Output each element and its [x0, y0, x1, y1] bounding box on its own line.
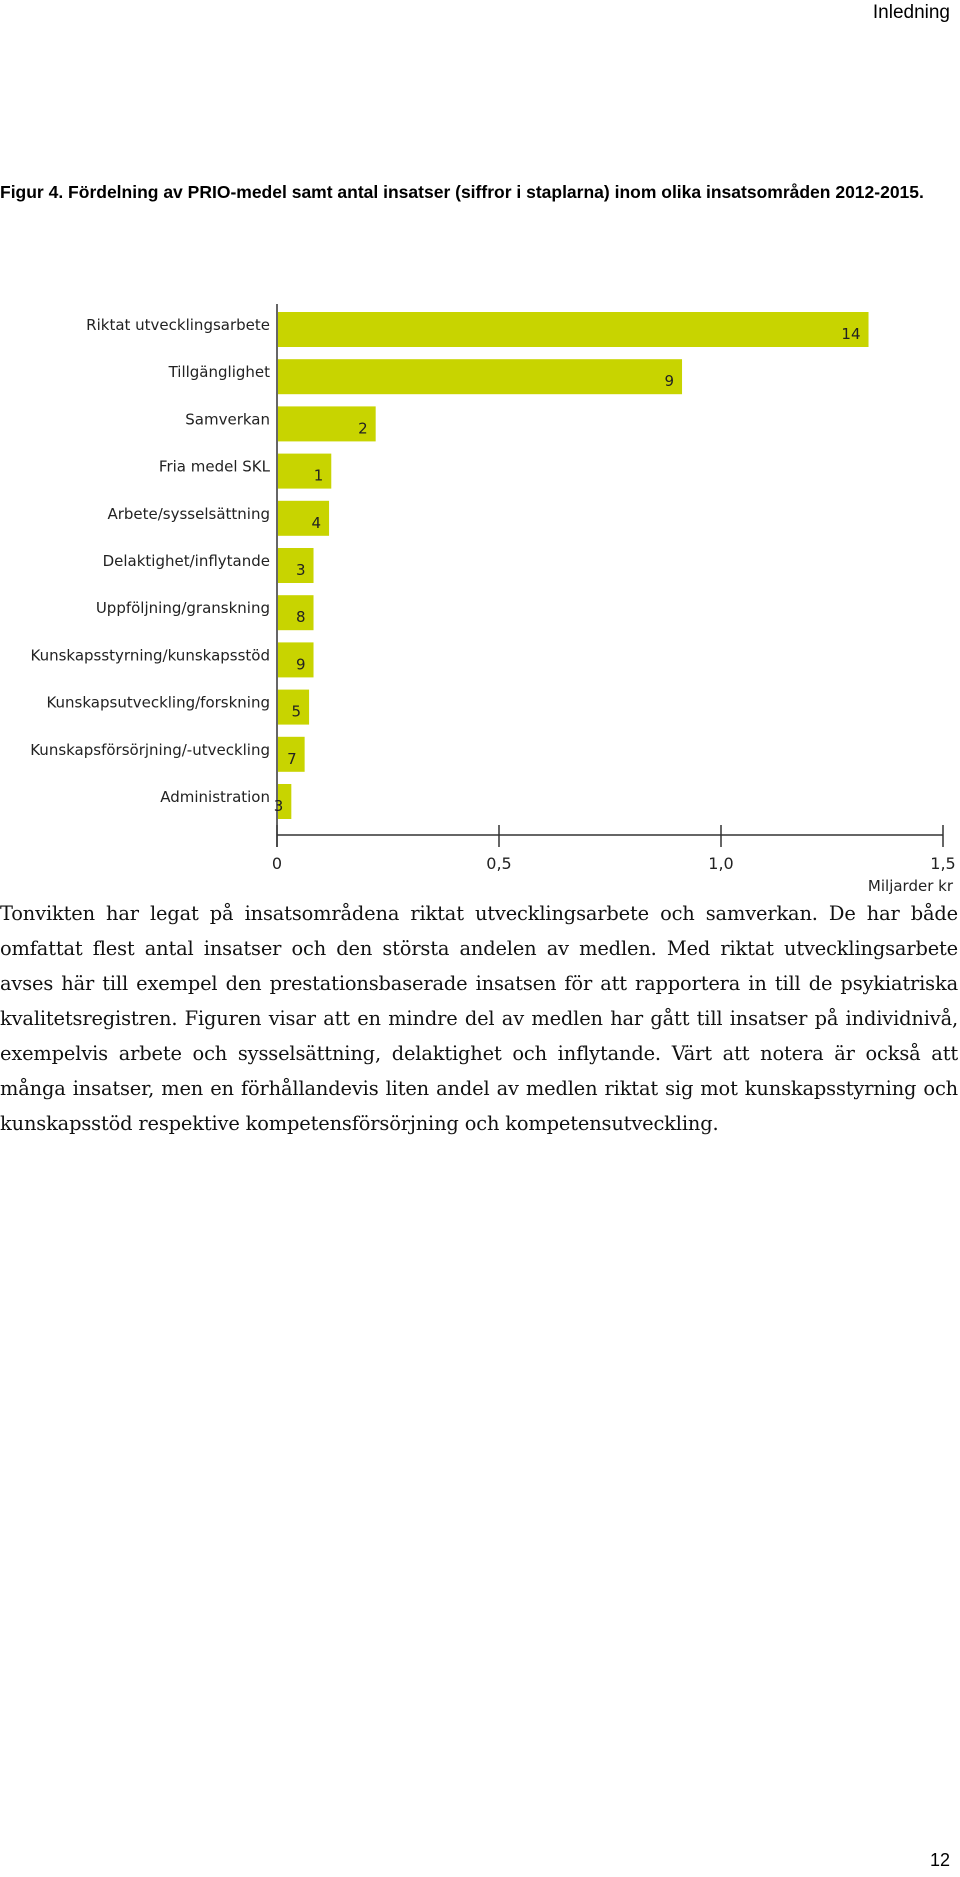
x-tick-label: 0	[271, 854, 283, 873]
bar-value-label: 14	[841, 325, 861, 343]
bar-value-label: 9	[664, 372, 675, 391]
x-tick-label: 1,0	[708, 854, 734, 873]
category-label: Kunskapsförsörjning/-utveckling	[30, 740, 270, 759]
category-label: Riktat utvecklingsarbete	[86, 316, 270, 334]
category-label: Arbete/sysselsättning	[107, 504, 270, 523]
category-label: Samverkan	[185, 410, 270, 429]
running-header: Inledning	[872, 2, 950, 23]
bar-value-label: 1	[313, 466, 324, 485]
bar-value-label: 3	[273, 797, 284, 815]
bar-1	[278, 359, 682, 394]
category-label: Uppföljning/granskning	[95, 599, 270, 618]
page-number: 12	[929, 1850, 950, 1870]
bar-chart	[0, 300, 960, 900]
category-label: Delaktighet/inflytande	[102, 552, 270, 570]
category-label: Administration	[160, 788, 270, 806]
body-paragraph: Tonvikten har legat på insatsområdena riktat utvecklingsarbete och samverkan. De har både omfattat flest antal insatser och den största andelen av medlen. Med riktat utvecklingsarbete avses här till exempel den prestationsbaserade insatsen för att rapportera in till de psykiatriska kvalitetsregistren. Figuren visar att en mindre del av medlen har gått till insatser på individnivå, exempelvis arbete och sysselsättning, delaktighet och inflytande. Värt att notera är också att många insatser, men en förhållandevis liten andel av medlen riktat sig mot kunskapsstyrning och kunskapsstöd respektive kompetensförsörjning och kompetensutveckling.	[0, 902, 958, 1135]
category-label: Tillgänglighet	[168, 363, 270, 382]
bar-value-label: 2	[358, 419, 368, 438]
bar-value-label: 3	[295, 561, 306, 579]
category-label: Kunskapsstyrning/kunskapsstöd	[30, 646, 270, 665]
bar-chart-svg	[0, 300, 960, 900]
category-label: Kunskapsutveckling/forskning	[46, 693, 270, 712]
bar-0	[278, 312, 869, 347]
bar-value-label: 4	[311, 513, 322, 532]
bar-value-label: 8	[295, 608, 306, 627]
x-tick-label: 0,5	[486, 854, 512, 873]
x-axis-unit-label: Miljarder kr	[867, 877, 953, 895]
bar-value-label: 9	[295, 655, 306, 674]
figure-caption: Figur 4. Fördelning av PRIO-medel samt antal insatser (siffror i staplarna) inom olika insatsområden 2012-2015.	[0, 182, 924, 202]
bar-value-label: 5	[291, 702, 302, 721]
bar-4	[278, 501, 329, 536]
category-label: Fria medel SKL	[158, 457, 270, 476]
bar-value-label: 7	[287, 749, 297, 768]
bar-3	[278, 454, 331, 489]
x-tick-label: 1,5	[930, 854, 956, 873]
